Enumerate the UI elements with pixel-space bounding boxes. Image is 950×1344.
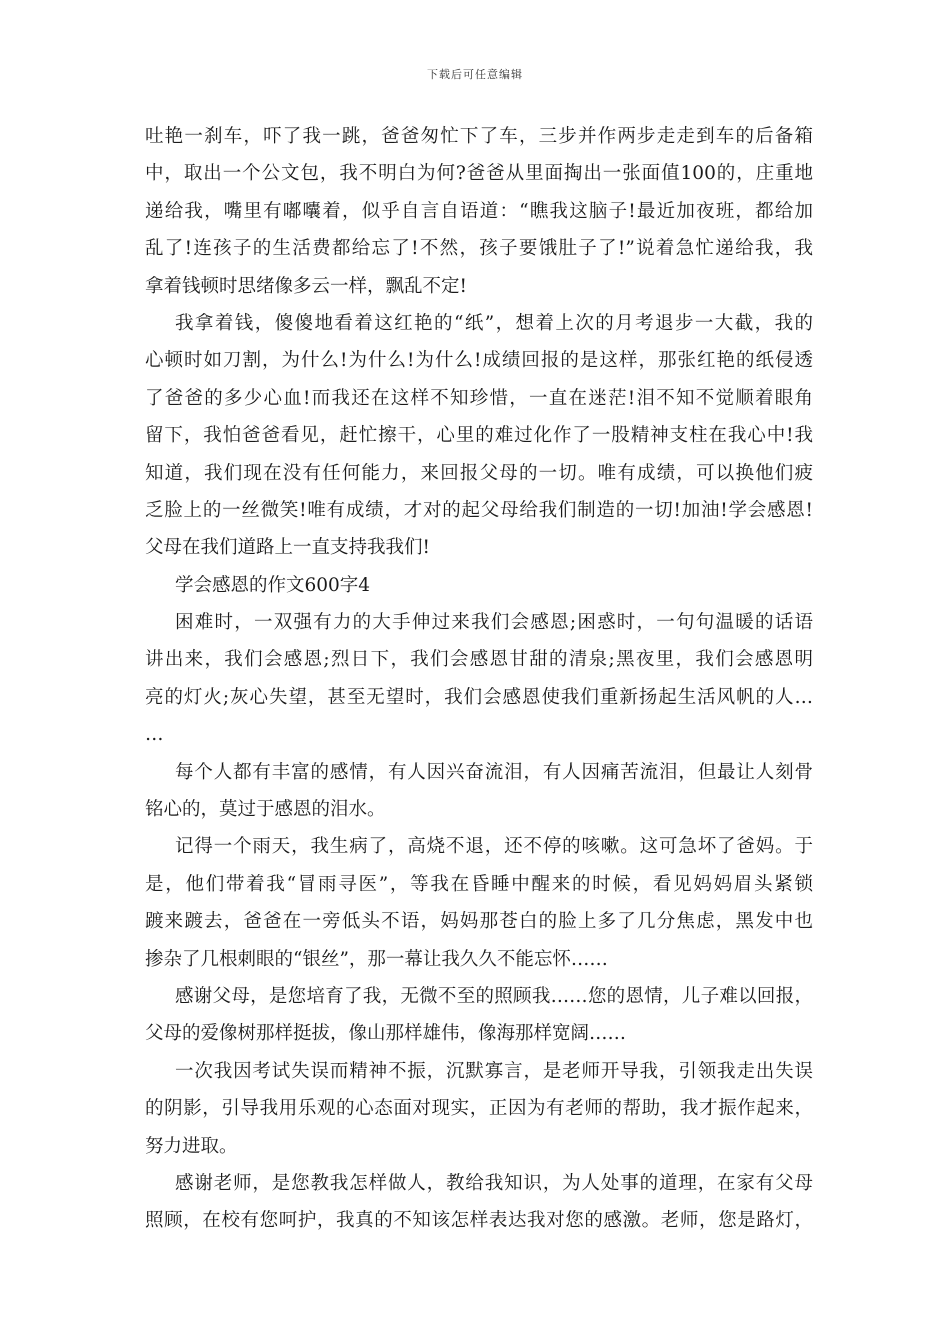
text-line: 照顾，在校有您呵护，我真的不知该怎样表达我对您的感激。老师，您是路灯， [145, 1210, 813, 1232]
page-header: 下载后可任意编辑 [427, 68, 523, 81]
text-line: 心顿时如刀割，为什么!为什么!为什么!成绩回报的是这样，那张红艳的纸侵透 [145, 350, 813, 372]
text-line: 每个人都有丰富的感情，有人因兴奋流泪，有人因痛苦流泪，但最让人刻骨 [175, 761, 813, 783]
document-body [145, 118, 813, 1240]
text-line: 乱了!连孩子的生活费都给忘了!不然，孩子要饿肚子了!”说着急忙递给我，我 [145, 238, 813, 260]
text-line: 踱来踱去，爸爸在一旁低头不语，妈妈那苍白的脸上多了几分焦虑，黑发中也 [145, 911, 813, 933]
text-line: 的阴影，引导我用乐观的心态面对现实，正因为有老师的帮助，我才振作起来， [145, 1098, 813, 1120]
text-line: 拿着钱顿时思绪像多云一样，飘乱不定! [145, 275, 467, 297]
text-line: 铭心的，莫过于感恩的泪水。 [145, 799, 386, 821]
text-line: 感谢老师，是您教我怎样做人，教给我知识，为人处事的道理，在家有父母 [175, 1172, 813, 1194]
text-line: 是，他们带着我“冒雨寻医”，等我在昏睡中醒来的时候，看见妈妈眉头紧锁 [145, 873, 813, 895]
text-line: 记得一个雨天，我生病了，高烧不退，还不停的咳嗽。这可急坏了爸妈。于 [175, 836, 813, 858]
text-line: 掺杂了几根刺眼的“银丝”，那一幕让我久久不能忘怀…… [145, 948, 608, 970]
text-line: 学会感恩的作文600字4 [175, 574, 371, 596]
text-line: 努力进取。 [145, 1135, 238, 1157]
text-line: 感谢父母，是您培育了我，无微不至的照顾我……您的恩情，儿子难以回报， [175, 985, 813, 1007]
text-line: 乏脸上的一丝微笑!唯有成绩，才对的起父母给我们制造的一切!加油!学会感恩! [145, 499, 813, 521]
text-line: 一次我因考试失误而精神不振，沉默寡言，是老师开导我，引领我走出失误 [175, 1060, 813, 1082]
text-line: 递给我，嘴里有嘟囔着，似乎自言自语道：“瞧我这脑子!最近加夜班，都给加 [145, 200, 813, 222]
text-line: 吐艳一刹车，吓了我一跳，爸爸匆忙下了车，三步并作两步走走到车的后备箱 [145, 126, 813, 147]
text-line: 留下，我怕爸爸看见，赶忙擦干，心里的难过化作了一股精神支柱在我心中!我 [145, 425, 813, 447]
text-line: 困难时，一双强有力的大手伸过来我们会感恩;困惑时，一句句温暖的话语 [175, 612, 813, 634]
text-line: 讲出来，我们会感恩;烈日下，我们会感恩甘甜的清泉;黑夜里，我们会感恩明 [145, 649, 813, 671]
text-line: 亮的灯火;灰心失望，甚至无望时，我们会感恩使我们重新扬起生活风帆的人… [145, 686, 813, 708]
text-line: 知道，我们现在没有任何能力，来回报父母的一切。唯有成绩，可以换他们疲 [145, 462, 813, 484]
text-line: 父母的爱像树那样挺拔，像山那样雄伟，像海那样宽阔…… [145, 1023, 627, 1045]
text-line: … [145, 724, 164, 746]
text-line: 父母在我们道路上一直支持我我们! [145, 537, 430, 559]
text-line: 我拿着钱，傻傻地看着这红艳的“纸”，想着上次的月考退步一大截，我的 [175, 312, 813, 334]
text-line: 中，取出一个公文包，我不明白为何?爸爸从里面掏出一张面值100的，庄重地 [145, 163, 813, 185]
text-line: 了爸爸的多少心血!而我还在这样不知珍惜，一直在迷茫!泪不知不觉顺着眼角 [145, 387, 813, 409]
